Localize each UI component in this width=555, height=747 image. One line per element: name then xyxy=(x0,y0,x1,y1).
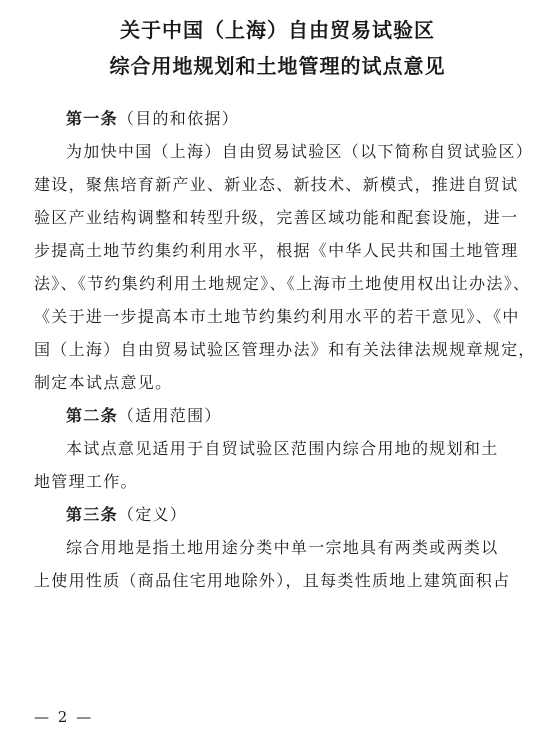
page-number: — 2 — xyxy=(34,708,94,726)
document-body xyxy=(34,102,536,597)
text-line: 国（上海）自由贸易试验区管理办法》和有关法律法规规章规定， xyxy=(34,340,536,359)
article-2-text xyxy=(34,432,521,498)
text-line: 法》、《节约集约利用土地规定》、《上海市土地使用权出让办法》、 xyxy=(34,274,531,293)
text-line: 本试点意见适用于自贸试验区范围内综合用地的规划和土 xyxy=(66,439,499,458)
article-2-number: 第二条 xyxy=(66,406,118,425)
title-line-1: 关于中国（上海）自由贸易试验区 xyxy=(120,18,435,42)
text-line: 验区产业结构调整和转型升级，完善区域功能和配套设施，进一 xyxy=(34,208,519,227)
article-1-heading xyxy=(34,102,521,135)
article-3-subtitle: （定义） xyxy=(117,505,188,524)
text-line: 《关于进一步提高本市土地节约集约利用水平的若干意见》、《中 xyxy=(34,307,520,326)
title-line-2: 综合用地规划和土地管理的试点意见 xyxy=(109,54,446,78)
text-line: 地管理工作。 xyxy=(34,472,138,491)
article-1-subtitle: （目的和依据） xyxy=(117,109,240,128)
article-1-text xyxy=(34,135,536,399)
text-line: 制定本试点意见。 xyxy=(34,373,173,392)
article-1-number: 第一条 xyxy=(66,109,118,128)
text-line: 建设，聚焦培育新产业、新业态、新技术、新模式，推进自贸试 xyxy=(34,175,519,194)
article-2-heading xyxy=(34,399,521,432)
article-3-text xyxy=(34,531,521,597)
article-2-subtitle: （适用范围） xyxy=(117,406,222,425)
article-3-number: 第三条 xyxy=(66,505,118,524)
text-line: 为加快中国（上海）自由贸易试验区（以下简称自贸试验区） xyxy=(66,142,534,161)
text-line: 步提高土地节约集约利用水平，根据《中华人民共和国土地管理 xyxy=(34,241,519,260)
text-line: 上使用性质（商品住宅用地除外），且每类性质地上建筑面积占 xyxy=(34,571,511,590)
text-line: 综合用地是指土地用途分类中单一宗地具有两类或两类以 xyxy=(66,538,499,557)
document-title xyxy=(34,12,521,84)
article-3-heading xyxy=(34,498,521,531)
